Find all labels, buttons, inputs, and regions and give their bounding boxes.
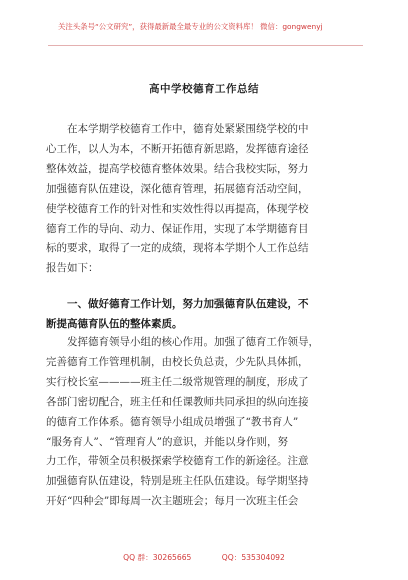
heading-line: 断提高德育队伍的整体素质。 xyxy=(46,317,183,330)
paragraph-intro xyxy=(46,120,366,279)
text-line: 开好“四种会”即每周一次主题班会；每月一次班主任会 xyxy=(46,495,299,508)
text-line: 实行校长室————班主任二级常规管理的制度，形成了 xyxy=(46,375,309,388)
text-line: 加强德育队伍建设，深化德育管理，拓展德育活动空间， xyxy=(46,182,309,195)
heading-line: 一、做好德育工作计划，努力加强德育队伍建设，不 xyxy=(46,298,309,310)
header-divider xyxy=(48,45,363,46)
text-line: 标的要求，取得了一定的成绩，现将本学期个人工作总结 xyxy=(46,242,309,255)
text-line: 发挥德育领导小组的核心作用。加强了德育工作领导， xyxy=(46,336,319,348)
footer-qq: QQ：535304092 xyxy=(221,553,285,562)
text-line: 完善德育工作管理机制，由校长负总责，少先队具体抓， xyxy=(46,355,309,368)
paragraph-section-1 xyxy=(46,333,366,512)
text-line: 的德育工作体系。德育领导小组成员增强了“教书育人” xyxy=(46,415,299,428)
text-line: 德育工作的导向、动力、保证作用，实现了本学期德育目 xyxy=(46,222,309,235)
section-heading xyxy=(46,295,366,335)
text-line: 在本学期学校德育工作中，德育处紧紧围绕学校的中 xyxy=(46,123,309,135)
text-line: 心工作，以人为本，不断开拓德育新思路，发挥德育途径 xyxy=(46,142,309,155)
header-banner: 关注头条号“公文研究”，获得最新最全最专业的公文资料库！ 微信：gongwenyj xyxy=(58,22,323,31)
text-line: 力工作，带领全员积极探索学校德育工作的新途径。注意 xyxy=(46,455,309,468)
footer xyxy=(0,553,408,563)
text-line: “服务育人”、“管理育人”的意识，并能以身作则，努 xyxy=(46,435,288,448)
footer-qq-group: QQ 群：30265665 xyxy=(123,553,192,562)
text-line: 报告如下： xyxy=(46,262,99,275)
document-title: 高中学校德育工作总结 xyxy=(149,83,259,95)
text-line: 使学校德育工作的针对性和实效性得以再提高，体现学校 xyxy=(46,202,309,215)
text-line: 各部门密切配合，班主任和任课教师共同承担的纵向连接 xyxy=(46,395,309,408)
text-line: 加强德育队伍建设，特别是班主任队伍建设。每学期坚持 xyxy=(46,475,309,488)
text-line: 整体效益，提高学校德育整体效果。结合我校实际，努力 xyxy=(46,162,309,175)
